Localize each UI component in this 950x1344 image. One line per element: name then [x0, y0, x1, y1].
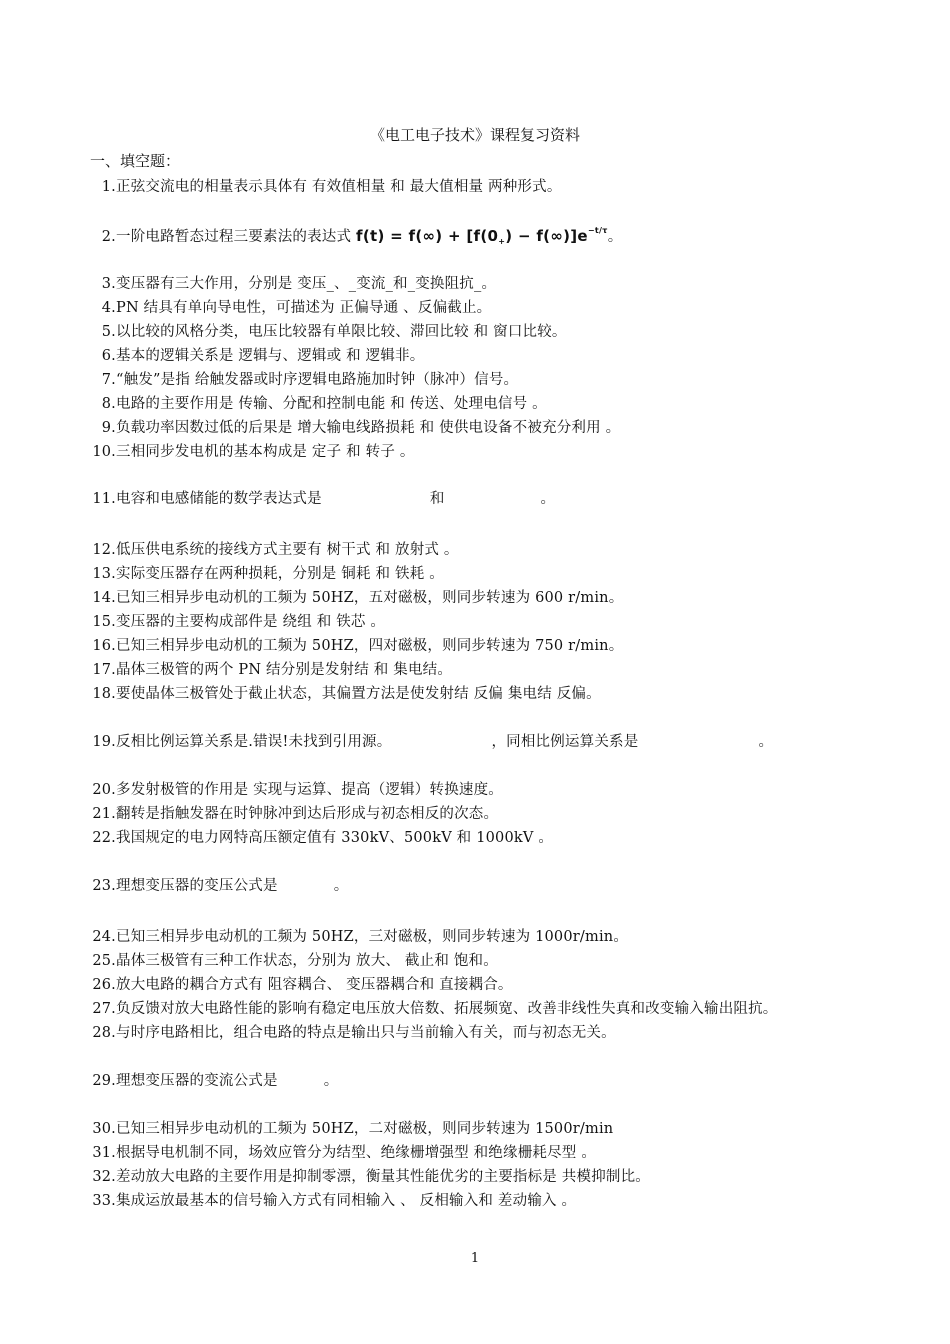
question-text: 晶体三极管有三种工作状态，分别为 放大、 截止和 饱和。 — [116, 953, 498, 969]
question-number: 19. — [92, 734, 116, 750]
question-text: 差动放大电路的主要作用是抑制零漂，衡量其性能优劣的主要指标是 共模抑制比。 — [116, 1169, 651, 1185]
question-text: 正弦交流电的相量表示具体有 有效值相量 和 最大值相量 两种形式。 — [116, 179, 562, 195]
question-number: 33. — [92, 1193, 116, 1209]
question-number: 31. — [92, 1145, 116, 1161]
question-text: 和 — [429, 491, 445, 507]
question-text: 已知三相异步电动机的工频为 50HZ，三对磁极，则同步转速为 1000r/min。 — [116, 929, 629, 945]
question-32 — [90, 1165, 650, 1186]
question-30 — [90, 1117, 613, 1138]
document-title: 《电工电子技术》课程复习资料 — [369, 126, 580, 144]
question-number: 2. — [101, 229, 116, 245]
question-text: 电路的主要作用是 传输、分配和控制电能 和 传送、处理电信号 。 — [116, 396, 547, 412]
question-text: ，同相比例运算关系是 — [491, 734, 639, 750]
question-10 — [90, 440, 415, 461]
page-number: 1 — [470, 1251, 480, 1266]
question-number: 25. — [92, 953, 116, 969]
question-28 — [90, 1021, 616, 1042]
question-number: 20. — [92, 782, 116, 798]
question-text: 要使晶体三极管处于截止状态，其偏置方法是使发射结 反偏 集电结 反偏。 — [116, 686, 601, 702]
formula-exponent: −t/τ — [587, 226, 608, 235]
question-text: 变压器的主要构成部件是 绕组 和 铁芯 。 — [116, 614, 386, 630]
question-number: 28. — [92, 1025, 116, 1041]
question-27 — [90, 997, 778, 1018]
question-number: 1. — [101, 179, 116, 195]
question-number: 23. — [92, 878, 116, 894]
question-number: 5. — [101, 324, 116, 340]
question-19 — [90, 730, 773, 751]
formula-subscript: + — [498, 237, 506, 246]
question-text: 已知三相异步电动机的工频为 50HZ，二对磁极，则同步转速为 1500r/min — [116, 1121, 614, 1137]
question-16 — [90, 634, 623, 655]
question-number: 11. — [92, 491, 116, 507]
question-end: 。 — [758, 734, 774, 750]
question-5 — [90, 320, 567, 341]
question-31 — [90, 1141, 596, 1162]
question-number: 7. — [101, 372, 116, 388]
question-24 — [90, 925, 628, 946]
question-text: 理想变压器的变压公式是 — [116, 878, 278, 894]
question-13 — [90, 562, 444, 583]
question-11 — [90, 487, 555, 508]
question-text: 与时序电路相比，组合电路的特点是输出只与当前输入有关，而与初态无关。 — [116, 1025, 616, 1041]
question-number: 6. — [101, 348, 116, 364]
question-number: 4. — [101, 300, 116, 316]
question-end: 。 — [607, 229, 623, 245]
question-text: 基本的逻辑关系是 逻辑与、逻辑或 和 逻辑非。 — [116, 348, 425, 364]
question-number: 13. — [92, 566, 116, 582]
question-end: 。 — [540, 491, 556, 507]
question-text: 一阶电路暂态过程三要素法的表达式 — [116, 229, 352, 245]
question-number: 12. — [92, 542, 116, 558]
question-21 — [90, 802, 498, 823]
question-29 — [90, 1069, 338, 1090]
question-text: 以比较的风格分类，电压比较器有单限比较、滞回比较 和 窗口比较。 — [116, 324, 567, 340]
question-number: 18. — [92, 686, 116, 702]
question-text: 集成运放最基本的信号输入方式有同相输入 、 反相输入和 差动输入 。 — [116, 1193, 577, 1209]
question-text: 实际变压器存在两种损耗，分别是 铜耗 和 铁耗 。 — [116, 566, 444, 582]
question-text: 低压供电系统的接线方式主要有 树干式 和 放射式 。 — [116, 542, 459, 558]
question-6 — [90, 344, 424, 365]
section-heading: 一、填空题： — [90, 152, 181, 170]
question-20 — [90, 778, 503, 799]
formula-part: ) − f(∞)]e — [505, 227, 588, 245]
question-2 — [90, 225, 622, 246]
question-text: 负反馈对放大电路性能的影响有稳定电压放大倍数、拓展频宽、改善非线性失真和改变输入输出阻抗。 — [116, 1001, 778, 1017]
question-text: 负载功率因数过低的后果是 增大输电线路损耗 和 使供电设备不被充分利用 。 — [116, 420, 621, 436]
question-number: 8. — [101, 396, 116, 412]
question-number: 24. — [92, 929, 116, 945]
question-number: 27. — [92, 1001, 116, 1017]
question-number: 16. — [92, 638, 116, 654]
question-text: “触发”是指 给触发器或时序逻辑电路施加时钟（脉冲）信号。 — [116, 372, 519, 388]
question-1 — [90, 175, 562, 196]
question-33 — [90, 1189, 576, 1210]
question-text: 三相同步发电机的基本构成是 定子 和 转子 。 — [116, 444, 415, 460]
question-number: 21. — [92, 806, 116, 822]
question-number: 14. — [92, 590, 116, 606]
question-text: 反相比例运算关系是.错误!未找到引用源。 — [116, 734, 392, 750]
question-17 — [90, 658, 452, 679]
question-number: 10. — [92, 444, 116, 460]
question-text: 变压器有三大作用，分别是 变压_、_变流_和_变换阻抗_。 — [116, 276, 497, 292]
question-18 — [90, 682, 601, 703]
question-26 — [90, 973, 513, 994]
question-8 — [90, 392, 547, 413]
question-number: 22. — [92, 830, 116, 846]
question-text: 已知三相异步电动机的工频为 50HZ，五对磁极，则同步转速为 600 r/min。 — [116, 590, 624, 606]
question-number: 29. — [92, 1073, 116, 1089]
formula-three-element — [356, 227, 608, 245]
question-3 — [90, 272, 496, 293]
question-end: 。 — [323, 1073, 339, 1089]
question-14 — [90, 586, 623, 607]
question-25 — [90, 949, 498, 970]
question-7 — [90, 368, 518, 389]
question-text: PN 结具有单向导电性，可描述为 正偏导通 、反偏截止。 — [116, 300, 492, 316]
question-end: 。 — [333, 878, 349, 894]
question-text: 多发射极管的作用是 实现与运算、提高（逻辑）转换速度。 — [116, 782, 504, 798]
question-text: 已知三相异步电动机的工频为 50HZ，四对磁极，则同步转速为 750 r/min。 — [116, 638, 624, 654]
question-12 — [90, 538, 459, 559]
question-text: 根据导电机制不同，场效应管分为结型、绝缘栅增强型 和绝缘栅耗尽型 。 — [116, 1145, 597, 1161]
question-text: 理想变压器的变流公式是 — [116, 1073, 278, 1089]
question-number: 17. — [92, 662, 116, 678]
question-text: 我国规定的电力网特高压额定值有 330kV、500kV 和 1000kV 。 — [116, 830, 554, 846]
question-number: 32. — [92, 1169, 116, 1185]
question-number: 26. — [92, 977, 116, 993]
question-text: 电容和电感储能的数学表达式是 — [116, 491, 322, 507]
question-9 — [90, 416, 620, 437]
question-number: 3. — [101, 276, 116, 292]
formula-part: f(t) = f(∞) + [f(0 — [356, 227, 499, 245]
question-text: 放大电路的耦合方式有 阻容耦合、 变压器耦合和 直接耦合。 — [116, 977, 513, 993]
question-number: 15. — [92, 614, 116, 630]
question-4 — [90, 296, 491, 317]
question-number: 30. — [92, 1121, 116, 1137]
question-15 — [90, 610, 385, 631]
question-number: 9. — [101, 420, 116, 436]
question-text: 翻转是指触发器在时钟脉冲到达后形成与初态相反的次态。 — [116, 806, 499, 822]
question-text: 晶体三极管的两个 PN 结分别是发射结 和 集电结。 — [116, 662, 453, 678]
question-22 — [90, 826, 553, 847]
question-23 — [90, 874, 348, 895]
